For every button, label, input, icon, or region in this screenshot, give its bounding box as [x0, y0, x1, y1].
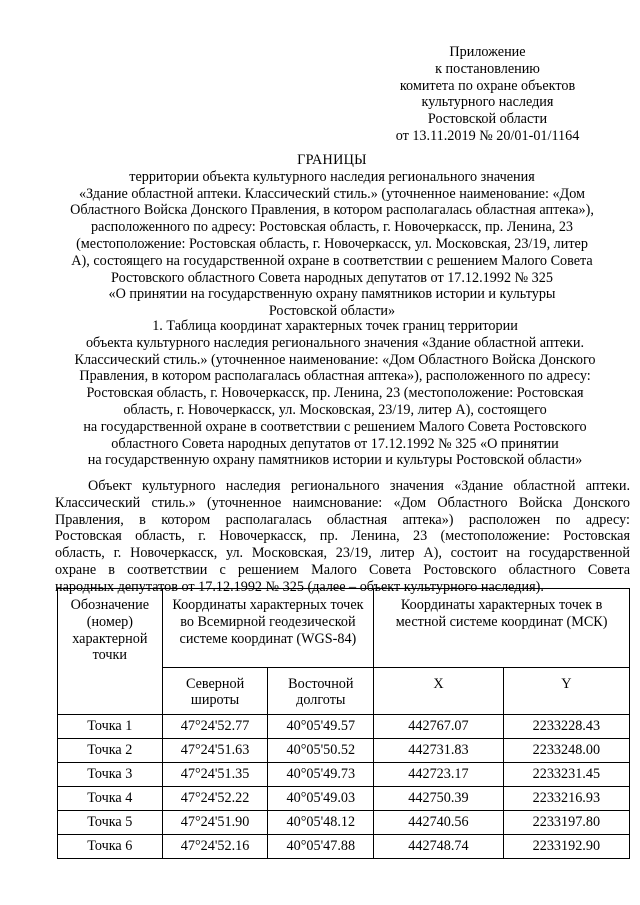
cell-east: 40°05'49.73	[268, 763, 374, 787]
section-line: объекта культурного наследия регионального значения «Здание областной аптеки.	[85, 334, 585, 351]
header-wgs: Координаты характерных точек во Всемирной геодезической системе координат (WGS-84)	[162, 589, 374, 668]
title-line: Ростовской области»	[268, 303, 396, 320]
cell-y: 2233192.90	[503, 835, 629, 859]
title-heading: ГРАНИЦЫ	[297, 152, 367, 168]
cell-x: 442731.83	[374, 739, 504, 763]
cell-point: Точка 3	[58, 763, 163, 787]
cell-point: Точка 4	[58, 787, 163, 811]
cell-y: 2233228.43	[503, 715, 629, 739]
paragraph-line: народных депутатов от 17.12.1992 № 325 (далее – объект культурного наследия).	[55, 578, 544, 595]
cell-x: 442740.56	[374, 811, 504, 835]
cell-north: 47°24'52.16	[162, 835, 268, 859]
cell-east: 40°05'48.12	[268, 811, 374, 835]
paragraph-line: Классический стиль.» (уточненное наимснование: «Дом Областного Войска Донского	[55, 494, 630, 511]
table-row	[58, 787, 630, 811]
document-title	[40, 152, 624, 320]
header-point: Обозначение (номер) характерной точки	[58, 589, 163, 715]
cell-east: 40°05'50.52	[268, 739, 374, 763]
section-line: областного Совета народных депутатов от 17.12.1992 № 325 «О принятии	[111, 435, 559, 452]
table-row	[58, 739, 630, 763]
cell-point: Точка 6	[58, 835, 163, 859]
appendix-block	[360, 44, 615, 145]
cell-north: 47°24'51.90	[162, 811, 268, 835]
header-x: X	[374, 667, 504, 714]
section-line: 1. Таблица координат характерных точек границ территории	[152, 318, 518, 334]
cell-y: 2233216.93	[503, 787, 629, 811]
paragraph-line: Объект культурного наследия регионального значения «Здание областной аптеки.	[88, 478, 630, 494]
cell-east: 40°05'47.88	[268, 835, 374, 859]
cell-x: 442723.17	[374, 763, 504, 787]
cell-north: 47°24'52.77	[162, 715, 268, 739]
cell-x: 442750.39	[374, 787, 504, 811]
cell-x: 442748.74	[374, 835, 504, 859]
table-row	[58, 835, 630, 859]
cell-north: 47°24'51.35	[162, 763, 268, 787]
appendix-line: комитета по охране объектов	[399, 77, 576, 94]
cell-point: Точка 2	[58, 739, 163, 763]
table-header-row	[58, 589, 630, 668]
section-heading	[40, 318, 630, 469]
header-y: Y	[503, 667, 629, 714]
table-row	[58, 763, 630, 787]
cell-north: 47°24'52.22	[162, 787, 268, 811]
appendix-line: Приложение	[449, 44, 526, 60]
title-line: Областного Войска Донского Правления, в котором располагалась областная аптека»),	[70, 202, 594, 219]
cell-point: Точка 5	[58, 811, 163, 835]
header-east: Восточной долготы	[268, 667, 374, 714]
cell-east: 40°05'49.03	[268, 787, 374, 811]
header-north: Северной широты	[162, 667, 268, 714]
section-line: на государственной охране в соответствии с решением Малого Совета Ростовского	[83, 418, 587, 435]
cell-north: 47°24'51.63	[162, 739, 268, 763]
section-line: область, г. Новочеркасск, ул. Московская, 23/19, литер А), состоящего	[123, 401, 547, 418]
cell-east: 40°05'49.57	[268, 715, 374, 739]
section-line: на государственную охрану памятников истории и культуры Ростовской области»	[87, 452, 583, 469]
appendix-line: к постановлению	[435, 60, 540, 77]
appendix-line: культурного наследия	[421, 94, 554, 111]
section-line: Правления, в котором располагалась областная аптека»), расположенного по адресу:	[79, 368, 591, 385]
section-line: Ростовская область, г. Новочеркасск, пр. Ленина, 23 (местоположение: Ростовская	[86, 385, 584, 402]
paragraph-line: область, г. Новочеркасск, ул. Московская, 23/19, литер А), состоит на государственной	[55, 545, 630, 562]
table-row	[58, 715, 630, 739]
paragraph-line: Ростовская область, г. Новочеркасск, пр. Ленина, 23 (местоположение: Ростовская	[55, 528, 630, 545]
title-line: (местоположение: Ростовская область, г. Новочеркасск, ул. Московская, 23/19, литер	[76, 235, 588, 252]
appendix-line: Ростовской области	[427, 111, 548, 128]
cell-point: Точка 1	[58, 715, 163, 739]
title-line: территории объекта культурного наследия регионального значения	[129, 168, 535, 185]
cell-y: 2233248.00	[503, 739, 629, 763]
paragraph-line: Правления, в котором располагалась областная аптека») расположен по адресу:	[55, 511, 630, 528]
title-line: «Здание областной аптеки. Классический стиль.» (уточненное наименование: «Дом	[78, 185, 586, 202]
paragraph-line: охране в соответствии с решением Малого Совета Ростовского областного Совета	[55, 561, 630, 578]
table-row	[58, 811, 630, 835]
header-msk: Координаты характерных точек в местной системе координат (МСК)	[374, 589, 630, 668]
coordinates-table	[57, 588, 630, 859]
appendix-line: от 13.11.2019 № 20/01-01/1164	[395, 127, 580, 144]
title-line: «О принятии на государственную охрану памятников истории и культуры	[108, 286, 556, 303]
cell-x: 442767.07	[374, 715, 504, 739]
section-line: Классический стиль.» (уточненное наименование: «Дом Областного Войска Донского	[74, 351, 596, 368]
title-line: А), состоящего на государственной охране в соответствии с решением Малого Совета	[71, 252, 593, 269]
cell-y: 2233197.80	[503, 811, 629, 835]
title-line: расположенного по адресу: Ростовская область, г. Новочеркасск, пр. Ленина, 23	[90, 219, 574, 236]
title-line: Ростовского областного Совета народных депутатов от 17.12.1992 № 325	[111, 269, 553, 286]
cell-y: 2233231.45	[503, 763, 629, 787]
description-paragraph	[57, 478, 630, 596]
